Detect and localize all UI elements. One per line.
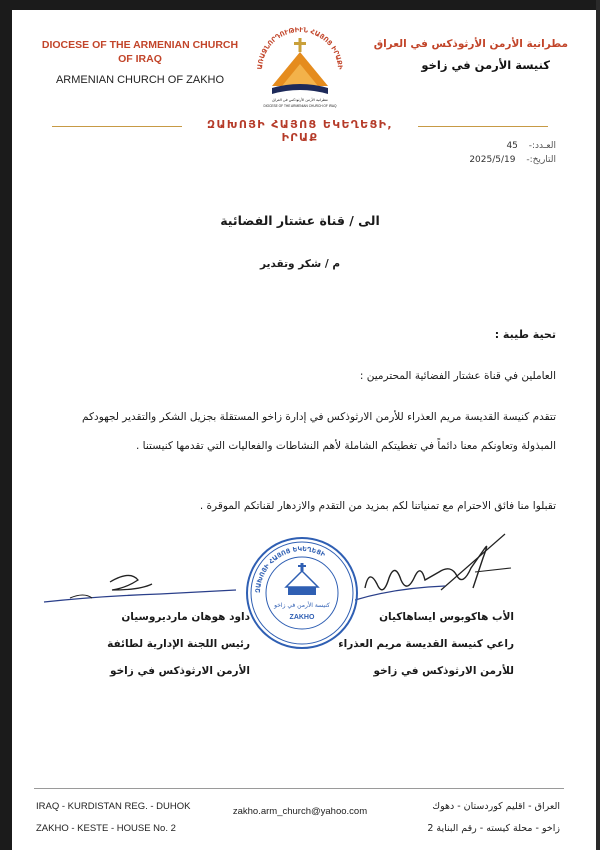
seal-outer-text: ԶԱԽՈՅԻ ՀԱՅՈՑ ԵԿԵՂԵՑԻ bbox=[253, 544, 327, 594]
signatory-right-title1: راعي كنيسة القديسة مريم العذراء bbox=[338, 638, 514, 650]
armenian-header-line bbox=[52, 118, 548, 144]
signatory-right-name: الأب هاكوبوس ايساهاكيان bbox=[379, 611, 514, 623]
subject-line: م / شكر وتقدير bbox=[259, 258, 341, 270]
footer-divider bbox=[34, 788, 564, 789]
signature-block-priest bbox=[324, 604, 514, 685]
footer-address-english bbox=[36, 796, 190, 840]
reference-date-value: 2025/5/19 bbox=[469, 155, 516, 165]
seal-english-text: ZAKHO bbox=[289, 614, 315, 621]
header-divider-left bbox=[52, 126, 182, 127]
logo-arc-text: ԱՌԱՋՆՈՐԴՈՒԹԻՒՆ ՀԱՅՈՑ ԻՐԱՔԻ bbox=[255, 25, 345, 70]
closing-line: تقبلوا منا فائق الاحترام مع تمنياتنا لكم بمزيد من التقدم والازدهار لقناتكم الموقرة . bbox=[199, 500, 556, 512]
scan-border-top bbox=[0, 0, 600, 10]
footer-english-line2: ZAKHO - KESTE - HOUSE No. 2 bbox=[36, 823, 176, 834]
armenian-church-name: ԶԱԽՈՅԻ ՀԱՅՈՑ ԵԿԵՂԵՑԻ, ԻՐԱՔ bbox=[207, 118, 393, 144]
footer-arabic-line2: زاخو - محلة كيسته - رقم البناية 2 bbox=[427, 823, 560, 834]
salutation: العاملين في قناة عشتار الفضائية المحترمين : bbox=[359, 370, 556, 382]
footer-arabic-line1: العراق - اقليم كوردستان - دهوك bbox=[432, 801, 560, 812]
reference-number-value: 45 bbox=[506, 141, 518, 151]
signatory-left-name: داود هوهان مارديروسيان bbox=[121, 611, 250, 623]
signature-block-committee bbox=[60, 604, 250, 685]
body-paragraph: تتقدم كنيسة القديسة مريم العذراء للأرمن الارثوذكس في إدارة زاخو المستقلة بجزيل الشكر والتقدير لجهودكم المبذولة وتعاونكم معنا دائماً في تغطيتكم الشاملة لأهم النشاطات والفعاليات التي تقدمها كنيستنا . bbox=[82, 411, 556, 452]
recipient-line: الى / قناة عشتار الفضائية bbox=[220, 213, 380, 228]
signatory-left-title2: الأرمن الارثوذكس في زاخو bbox=[110, 665, 250, 677]
header-english-line2: OF IRAQ bbox=[118, 53, 162, 65]
reference-date-label: التاريخ:- bbox=[526, 155, 556, 165]
header-arabic-line1: مطرانية الأرمن الأرثوذكس في العراق bbox=[373, 38, 568, 50]
greeting: تحية طيبة : bbox=[494, 328, 556, 341]
signature-right-scribble bbox=[355, 528, 515, 608]
footer-address-arabic bbox=[427, 796, 560, 840]
reference-block bbox=[469, 139, 556, 167]
reference-number-row bbox=[469, 139, 556, 153]
scan-border-right bbox=[596, 0, 600, 850]
reference-date-row bbox=[469, 153, 556, 167]
header-english-line1: DIOCESE OF THE ARMENIAN CHURCH bbox=[41, 39, 239, 51]
footer-email: zakho.arm_church@yahoo.com bbox=[232, 806, 368, 817]
footer-english-line1: IRAQ - KURDISTAN REG. - DUHOK bbox=[36, 801, 191, 812]
scan-border-left bbox=[0, 0, 12, 850]
header-arabic bbox=[328, 36, 568, 78]
seal-arabic-text: كنيسة الأرمن في زاخو bbox=[274, 602, 330, 609]
header-english-line3: ARMENIAN CHURCH OF ZAKHO bbox=[55, 74, 225, 86]
signatory-right-title2: للأرمن الارثوذكس في زاخو bbox=[373, 665, 514, 677]
signatory-left-title1: رئيس اللجنة الإدارية لطائفة bbox=[107, 638, 250, 650]
logo-arabic-caption: مطرانية الأرمن الأرثوذكس في العراق bbox=[272, 98, 328, 102]
reference-number-label: العـدد:- bbox=[528, 141, 556, 151]
header-english bbox=[40, 38, 240, 92]
header-arabic-line2: كنيسة الأرمن في زاخو bbox=[421, 58, 550, 72]
header-divider-right bbox=[418, 126, 548, 127]
logo-english-caption: DIOCESE OF THE ARMENIAN CHURCH OF IRAQ bbox=[263, 104, 337, 108]
